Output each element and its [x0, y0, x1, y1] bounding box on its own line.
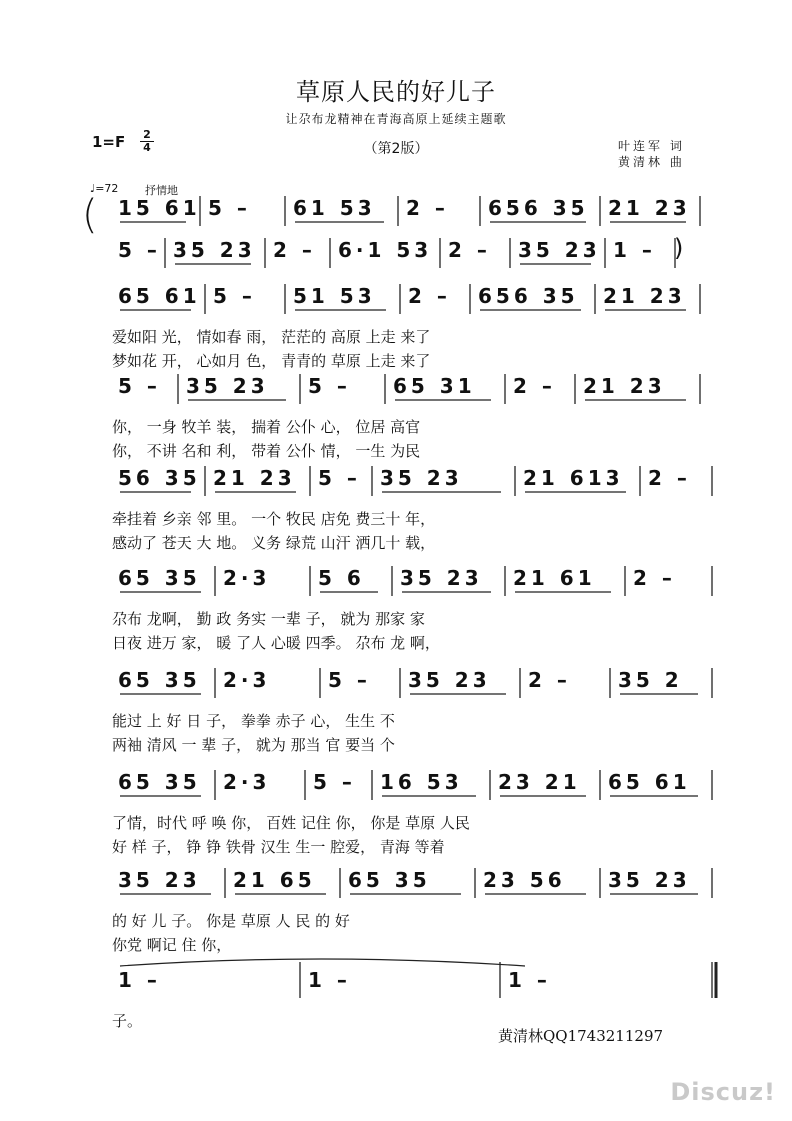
measure-notes: 656 35 [488, 196, 589, 220]
lyric-line: 尕布 龙啊， 勤 政 务实 一辈 子， 就为 那家 家 [112, 610, 425, 628]
measure-notes: 6·1 53 [338, 238, 433, 262]
measure-notes: 5 6 [318, 566, 365, 590]
measure-notes: 5 – [208, 196, 251, 220]
measure-notes: 65 35 [118, 668, 201, 692]
measure-notes: 23 56 [483, 868, 566, 892]
measure-notes: 51 53 [293, 284, 376, 308]
measure-notes: 21 61 [513, 566, 596, 590]
measure-notes: 2·3 [223, 770, 271, 794]
measure-notes: 5 – [328, 668, 371, 692]
measure-notes: 35 23 [408, 668, 491, 692]
lyric-line: 两袖 清风 一 辈 子， 就为 那当 官 要当 个 [112, 736, 395, 754]
tempo-mark: ♩=72 [90, 182, 119, 195]
measure-notes: 65 35 [118, 770, 201, 794]
lyric-line: 爱如阳 光， 情如春 雨， 茫茫的 高原 上走 来了 [112, 328, 431, 346]
measure-notes: 35 23 [380, 466, 463, 490]
measure-notes: 35 23 [608, 868, 691, 892]
time-signature-bottom: 4 [140, 141, 154, 154]
repeat-open-paren: ( [82, 192, 98, 238]
time-signature-top: 2 [143, 128, 151, 141]
lyric-line: 日夜 进万 家， 暖 了人 心暖 四季。 尕布 龙 啊， [112, 634, 440, 652]
measure-notes: 16 53 [380, 770, 463, 794]
measure-notes: 21 23 [213, 466, 296, 490]
measure-notes: 21 23 [608, 196, 691, 220]
lyric-line: 梦如花 开， 心如月 色， 青青的 草原 上走 来了 [112, 352, 431, 370]
measure-notes: 1 – [613, 238, 656, 262]
lyric-line: 的 好 儿 子。 你是 草原 人 民 的 好 [112, 912, 350, 930]
version-label: （第2版） [363, 141, 429, 157]
measure-notes: 35 23 [518, 238, 601, 262]
measure-notes: 21 23 [603, 284, 686, 308]
measure-notes: 2 – [648, 466, 691, 490]
lyric-line: 了情，时代 呼 唤 你， 百姓 记住 你， 你是 草原 人民 [112, 814, 470, 832]
lyric-line: 子。 [112, 1012, 143, 1030]
measure-notes: 35 23 [186, 374, 269, 398]
measure-notes: 21 65 [233, 868, 316, 892]
key-signature: 1=F [92, 133, 126, 151]
expression-mark: 抒情地 [145, 184, 178, 197]
tie-arc [120, 959, 525, 966]
lyric-line: 你， 不讲 名和 利， 带着 公仆 情， 一生 为民 [112, 442, 421, 460]
measure-notes: 35 23 [118, 868, 201, 892]
song-subtitle: 让尕布龙精神在青海高原上延续主题歌 [285, 112, 507, 126]
measure-notes: 1 – [508, 968, 551, 992]
measure-notes: 2 – [528, 668, 571, 692]
measure-notes: 35 23 [400, 566, 483, 590]
lyric-line: 感动了 苍天 大 地。 义务 绿荒 山汗 洒几十 载， [112, 534, 436, 552]
measure-notes: 23 21 [498, 770, 581, 794]
measure-notes: 21 23 [583, 374, 666, 398]
measure-notes: 5 – [118, 238, 161, 262]
measure-notes: 35 2 [618, 668, 683, 692]
measure-notes: 5 – [118, 374, 161, 398]
measure-notes: 2·3 [223, 566, 271, 590]
measure-notes: 5 – [308, 374, 351, 398]
measure-notes: 5 – [213, 284, 256, 308]
measure-notes: 2 – [633, 566, 676, 590]
measure-notes: 2 – [513, 374, 556, 398]
measure-notes: 2 – [406, 196, 449, 220]
song-title: 草原人民的好儿子 [296, 78, 496, 106]
measure-notes: 65 35 [118, 566, 201, 590]
lyric-line: 你， 一身 牧羊 装， 揣着 公仆 心， 位居 高官 [112, 418, 421, 436]
measure-notes: 65 35 [348, 868, 431, 892]
composer-credit: 黄清林 曲 [618, 155, 685, 169]
lyric-line: 你党 啊记 住 你， [112, 936, 232, 954]
measure-notes: 56 35 [118, 466, 201, 490]
measure-notes: 656 35 [478, 284, 579, 308]
measure-notes: 2 – [273, 238, 316, 262]
measure-notes: 1 – [118, 968, 161, 992]
measure-notes: 65 31 [393, 374, 476, 398]
measure-notes: 21 613 [523, 466, 624, 490]
lyric-line: 牵挂着 乡亲 邻 里。 一个 牧民 店免 费三十 年， [112, 510, 436, 528]
arranger-signature: 黄清林QQ1743211297 [498, 1027, 664, 1045]
measure-notes: 5 – [313, 770, 356, 794]
measure-notes: 5 – [318, 466, 361, 490]
repeat-close-paren: ) [674, 234, 684, 262]
measure-notes: 65 61 [118, 284, 201, 308]
lyric-line: 能过 上 好 日 子， 拳拳 赤子 心， 生生 不 [112, 712, 395, 730]
lyric-line: 好 样 子， 铮 铮 铁骨 汉生 生一 腔爱， 青海 等着 [112, 838, 445, 856]
measure-notes: 65 61 [608, 770, 691, 794]
measure-notes: 15 61 [118, 196, 201, 220]
lyricist-credit: 叶连军 词 [618, 139, 685, 153]
measure-notes: 61 53 [293, 196, 376, 220]
watermark: Discuz! [670, 1078, 776, 1106]
measure-notes: 1 – [308, 968, 351, 992]
measure-notes: 2·3 [223, 668, 271, 692]
measure-notes: 35 23 [173, 238, 256, 262]
measure-notes: 2 – [408, 284, 451, 308]
measure-notes: 2 – [448, 238, 491, 262]
